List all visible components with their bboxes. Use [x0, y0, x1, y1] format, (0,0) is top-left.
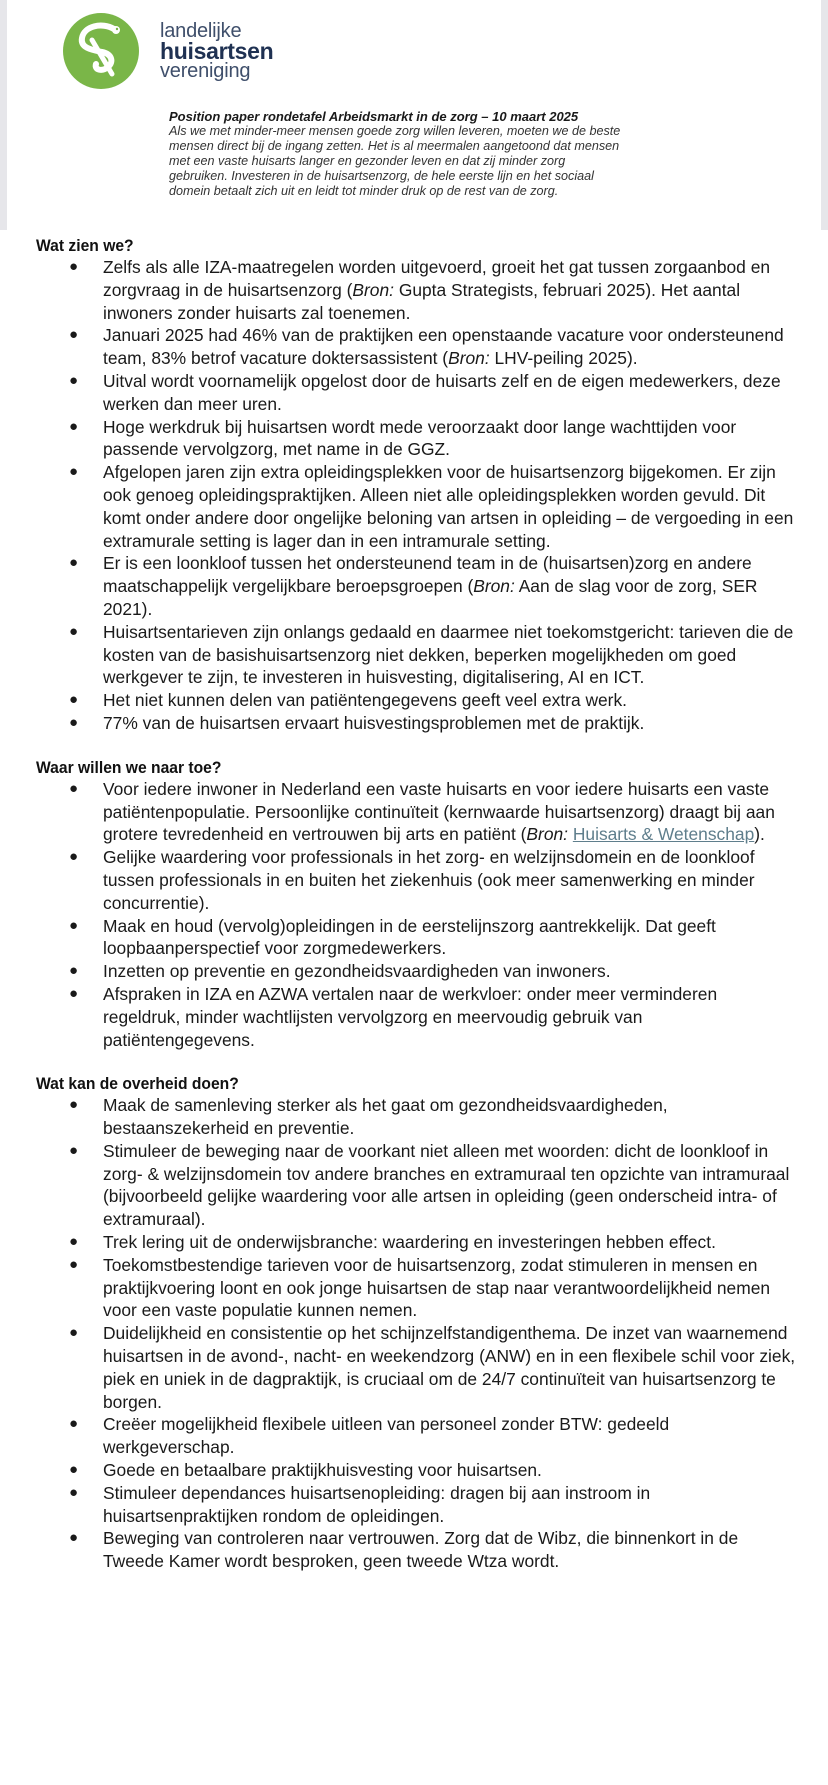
bullet-icon: ●: [69, 1255, 79, 1273]
list-item: ● Afspraken in IZA en AZWA vertalen naar de werkvloer: onder meer verminderen regeldruk, minder wachtlijsten vervolgzorg en meervoudig gebruik van patiëntengegevens.: [69, 983, 718, 1050]
bullet-icon: ●: [69, 417, 79, 435]
section-heading-wat-zien-we: Wat zien we?: [36, 236, 134, 255]
list-item: ● Trek lering uit de onderwijsbranche: waardering en investeringen hebben effect.: [69, 1232, 716, 1253]
list-item: ● Maak de samenleving sterker als het gaat om gezondheidsvaardigheden, bestaanszekerheid en preventie.: [69, 1095, 668, 1139]
bullet-icon: ●: [69, 371, 79, 389]
intro-line: met een vaste huisarts langer en gezonder leven en dat zij minder zorg: [169, 154, 566, 168]
bullet-icon: ●: [69, 962, 79, 980]
list-item: ● Januari 2025 had 46% van de praktijken een openstaande vacature voor ondersteunend team, 83% betrof vacature doktersassistent (Bron: LHV-peiling 2025).: [69, 325, 784, 369]
bullet-icon: ●: [69, 916, 79, 934]
bullet-icon: ●: [69, 848, 79, 866]
bullet-icon: ●: [69, 1141, 79, 1159]
bullet-icon: ●: [69, 691, 79, 709]
list-item: ● Duidelijkheid en consistentie op het schijnzelfstandigenthema. De inzet van waarnemend huisartsen in de avond-, nacht- en weekendzorg (ANW) en in een flexibele schil voor ziek, piek en uniek in de dagpraktijk, is cruciaal om de 24/7 continuïteit van huisartsenzorg te borgen.: [69, 1323, 796, 1412]
list-item: ● Voor iedere inwoner in Nederland een vaste huisarts en voor iedere huisarts een vaste patiëntenpopulatie. Persoonlijke continuïteit (kernwaarde huisartsenzorg) draagt bij aan grotere tevredenheid en vertrouwen bij arts en patiënt (Bron: Huisarts & Wetenschap).: [69, 778, 775, 845]
logo-text-landelijke: landelijke: [160, 20, 242, 42]
list-item: ● Beweging van controleren naar vertrouwen. Zorg dat de Wibz, die binnenkort in de Tweede Kamer wordt besproken, geen tweede Wtza wordt.: [69, 1528, 739, 1572]
document-title: Position paper rondetafel Arbeidsmarkt in de zorg – 10 maart 2025: [169, 109, 579, 124]
logo-text-vereniging: vereniging: [160, 60, 251, 82]
list-item: ● Goede en betaalbare praktijkhuisvesting voor huisartsen.: [69, 1460, 542, 1481]
bullet-icon: ●: [69, 984, 79, 1002]
bullet-icon: ●: [69, 1324, 79, 1342]
list-item: ● Het niet kunnen delen van patiëntengegevens geeft veel extra werk.: [69, 690, 628, 711]
bullet-icon: ●: [69, 554, 79, 572]
bullet-icon: ●: [69, 713, 79, 731]
list-item: ● Uitval wordt voornamelijk opgelost door de huisarts zelf en de eigen medewerkers, deze werken dan meer uren.: [69, 370, 781, 414]
intro-block: [169, 109, 729, 199]
list-item: ● Toekomstbestendige tarieven voor de huisartsenzorg, zodat stimuleren in mensen en praktijkvoering loont en ook jonge huisartsen de stap naar verantwoordelijkheid nemen voor een vaste populatie kunnen nemen.: [69, 1254, 771, 1321]
list-item: ● Huisartsentarieven zijn onlangs gedaald en daarmee niet toekomstgericht: tarieven die de kosten van de basishuisartsenzorg niet dekken, beperken mogelijkheden om goed werkgever te zijn, te investeren in huisvesting, digitalisering, AI en ICT.: [69, 621, 794, 688]
logo-text-huisartsen: huisartsen: [160, 38, 274, 64]
list-item: ● Zelfs als alle IZA-maatregelen worden uitgevoerd, groeit het gat tussen zorgaanbod en zorgvraag in de huisartsenzorg (Bron: Gupta Strategists, februari 2025). Het aantal inwoners zonder huisarts zal toenemen.: [69, 257, 771, 323]
bullet-icon: ●: [69, 326, 79, 344]
bullet-icon: ●: [69, 258, 79, 275]
list-item: ● Hoge werkdruk bij huisartsen wordt mede veroorzaakt door lange wachttijden voor passende vervolgzorg, met name in de GGZ.: [69, 416, 737, 460]
list-item: ● Stimuleer dependances huisartsenopleiding: dragen bij aan instroom in huisartsenpraktijken rondom de opleidingen.: [69, 1482, 651, 1526]
list-item: ● Maak en houd (vervolg)opleidingen in de eerstelijnszorg aantrekkelijk. Dat geeft loopbaanperspectief voor zorgmedewerkers.: [69, 915, 716, 959]
bullet-icon: ●: [69, 1233, 79, 1251]
bullet-icon: ●: [69, 1096, 79, 1114]
list-item: ● Inzetten op preventie en gezondheidsvaardigheden van inwoners.: [69, 961, 611, 982]
list-item: ● 77% van de huisartsen ervaart huisvestingsproblemen met de praktijk.: [69, 712, 645, 733]
bullet-icon: ●: [69, 779, 79, 797]
section-heading-waar-willen-we-naar-toe: Waar willen we naar toe?: [36, 757, 222, 777]
list-item: ● Gelijke waardering voor professionals in het zorg- en welzijnsdomein en de loonkloof tussen professionals in en buiten het ziekenhuis (ook meer samenwerking en minder concurrentie).: [69, 847, 755, 913]
list-item: ● Er is een loonkloof tussen het ondersteunend team in de (huisartsen)zorg en andere maatschappelijk vergelijkbare beroepsgroepen (Bron: Aan de slag voor de zorg, SER 2021).: [69, 553, 758, 619]
bullet-icon: ●: [69, 1415, 79, 1433]
list-item: ● Afgelopen jaren zijn extra opleidingsplekken voor de huisartsenzorg bijgekomen. Er zijn ook genoeg opleidingspraktijken. Alleen niet alle opleidingsplekken worden gevuld. Dit komt onder andere door ongelijke beloning van artsen in opleiding – de vergoeding in een extramurale setting is lager dan in een intramurale setting.: [69, 462, 794, 551]
caduceus-snake-icon: [62, 12, 140, 90]
bullet-list: [36, 256, 796, 735]
intro-line: domein betaalt zich uit en leidt tot minder druk op de rest van de zorg.: [169, 184, 559, 198]
bullet-icon: ●: [69, 622, 79, 640]
bullet-icon: ●: [69, 1461, 79, 1479]
intro-line: Als we met minder-meer mensen goede zorg willen leveren, moeten we de beste: [169, 124, 621, 138]
intro-line: gebruiken. Investeren in de huisartsenzorg, de hele eerste lijn en het sociaal: [169, 169, 594, 183]
list-item: ● Creëer mogelijkheid flexibele uitleen van personeel zonder BTW: gedeeld werkgeverschap.: [69, 1414, 670, 1458]
section-heading-wat-kan-de-overheid-doen: Wat kan de overheid doen?: [36, 1074, 239, 1094]
bullet-icon: ●: [69, 1483, 79, 1501]
bullet-list: [36, 778, 796, 1052]
bullet-icon: ●: [69, 1529, 79, 1547]
list-item: ● Stimuleer de beweging naar de voorkant niet alleen met woorden: dicht de loonkloof in zorg- & welzijnsdomein tov andere branches en extramuraal ten opzichte van intramuraal (bijvoorbeeld gelijke waardering voor alle artsen in opleiding (geen onderscheid intra- of extramuraal).: [69, 1140, 790, 1230]
document-body: [36, 236, 796, 1573]
header-card: [0, 0, 828, 230]
source-link-huisarts-wetenschap[interactable]: Huisarts & Wetenschap: [572, 824, 755, 845]
bullet-icon: ●: [69, 463, 79, 481]
lhv-logo: [62, 12, 273, 90]
bullet-list: [36, 1094, 796, 1573]
intro-line: mensen direct bij de ingang zetten. Het is al meermalen aangetoond dat mensen: [169, 139, 620, 153]
